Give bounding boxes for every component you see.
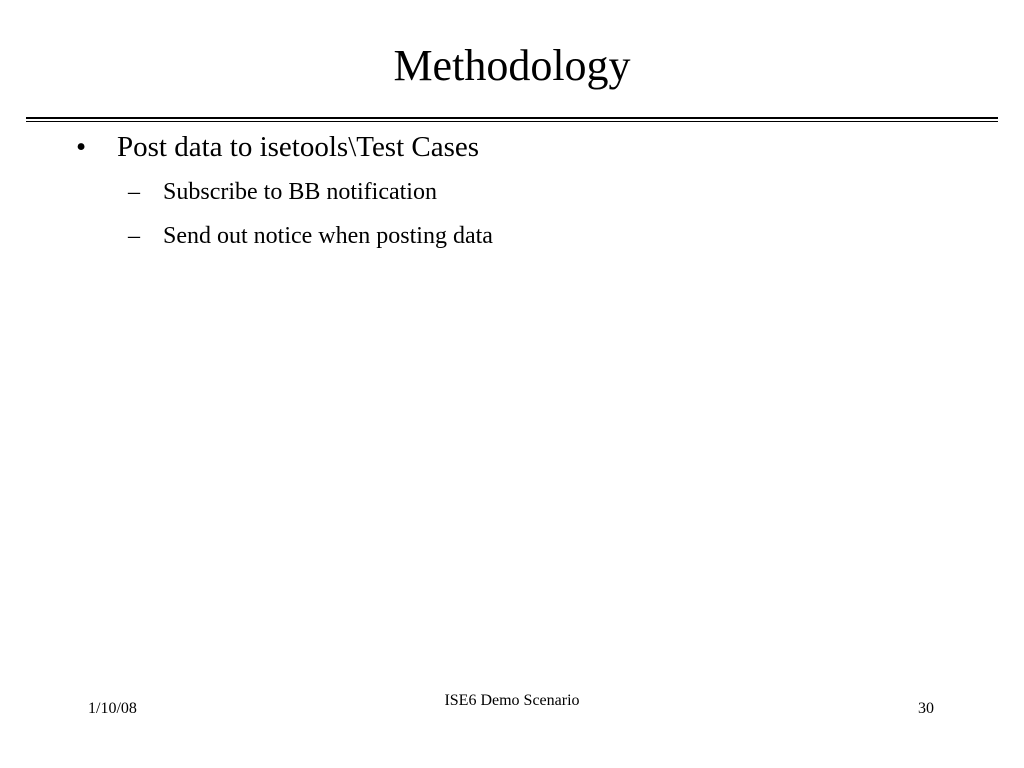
title-divider-thin <box>26 121 998 122</box>
dash-marker-icon: – <box>128 223 140 249</box>
footer-title: ISE6 Demo Scenario <box>444 692 580 709</box>
bullet-dot-icon: • <box>76 131 87 163</box>
footer-date: 1/10/08 <box>88 700 137 717</box>
dash-marker-icon: – <box>128 179 140 205</box>
title-divider-thick <box>26 117 998 119</box>
sub-bullet-text: Subscribe to BB notification <box>163 179 437 205</box>
bullet-text: Post data to isetools\Test Cases <box>117 131 480 163</box>
page-number: 30 <box>918 700 934 717</box>
sub-bullet-text: Send out notice when posting data <box>163 223 493 249</box>
slide-title: Methodology <box>393 41 631 90</box>
